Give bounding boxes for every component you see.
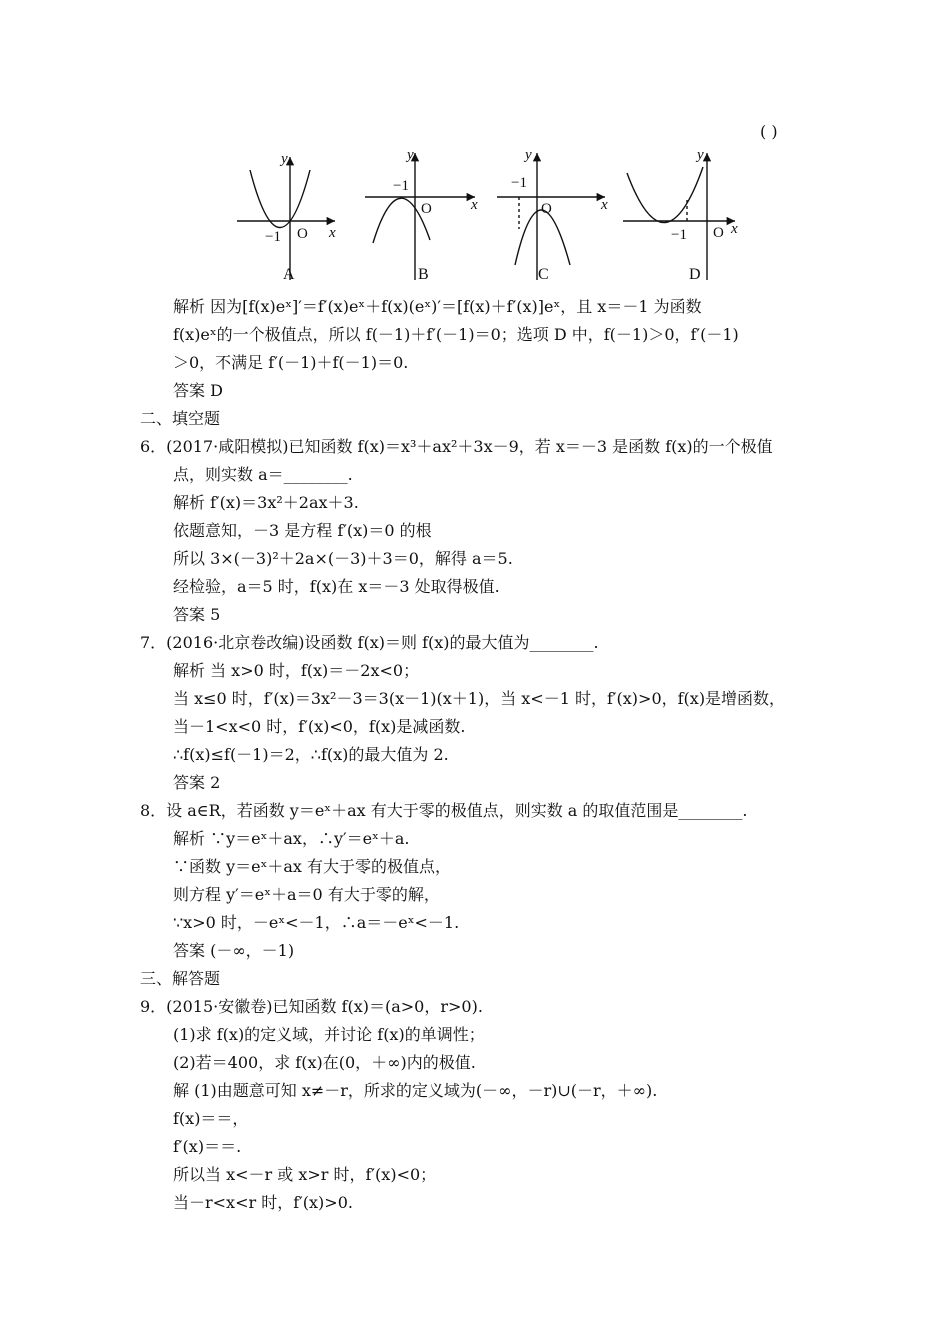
- svg-text:−1: −1: [511, 175, 527, 191]
- svg-text:O: O: [421, 201, 432, 217]
- graph-label-b: B: [418, 266, 429, 283]
- svg-text:x: x: [601, 197, 608, 213]
- text-line: 点，则实数 a＝________.: [173, 465, 353, 484]
- graph-b: [365, 153, 475, 280]
- text-line: f(x)＝＝，: [173, 1109, 249, 1128]
- text-line: 则方程 y′＝eˣ＋a＝0 有大于零的解，: [173, 885, 440, 904]
- svg-text:y: y: [525, 147, 532, 163]
- text-line: ∵函数 y＝eˣ＋ax 有大于零的极值点，: [173, 857, 452, 876]
- text-line: ＞0，不满足 f′(－1)＋f(－1)＝0.: [173, 353, 409, 372]
- svg-text:x: x: [731, 221, 738, 237]
- text-line: 所以当 x<－r 或 x>r 时，f′(x)<0；: [173, 1165, 437, 1184]
- option-graphs: [225, 145, 765, 290]
- answer-bracket: ( ): [760, 122, 778, 141]
- answer-line: 答案 D: [173, 381, 223, 400]
- svg-text:−1: −1: [671, 227, 687, 243]
- text-line: f(x)eˣ的一个极值点，所以 f(－1)＋f′(－1)＝0；选项 D 中，f(－1)＞0，f′(－1): [173, 325, 739, 344]
- section-heading: 三、解答题: [140, 969, 221, 988]
- graph-label-d: D: [689, 266, 701, 283]
- question-7: 7．(2016·北京卷改编)设函数 f(x)＝则 f(x)的最大值为________.: [140, 633, 599, 652]
- graph-label-a: A: [283, 266, 295, 283]
- graph-a: [237, 157, 335, 280]
- text-line: f′(x)＝＝.: [173, 1137, 242, 1156]
- text-line: 所以 3×(－3)²＋2a×(－3)＋3＝0，解得 a＝5.: [173, 549, 513, 568]
- text-line: (1)求 f(x)的定义域，并讨论 f(x)的单调性；: [173, 1025, 485, 1044]
- text-line: 解析 因为[f(x)eˣ]′＝f′(x)eˣ＋f(x)(eˣ)′＝[f(x)＋f′(x)]eˣ，且 x＝－1 为函数: [173, 297, 702, 316]
- question-9: 9．(2015·安徽卷)已知函数 f(x)＝(a>0，r>0).: [140, 997, 483, 1016]
- question-6: 6．(2017·咸阳模拟)已知函数 f(x)＝x³＋ax²＋3x－9，若 x＝－3 是函数 f(x)的一个极值: [140, 437, 773, 456]
- text-line: ∵x>0 时，－eˣ<－1，∴a＝－eˣ<－1.: [173, 913, 460, 932]
- svg-text:y: y: [697, 147, 704, 163]
- text-line: 依题意知，－3 是方程 f′(x)＝0 的根: [173, 521, 432, 540]
- text-line: 解析 当 x>0 时，f(x)＝－2x<0；: [173, 661, 420, 680]
- question-8: 8．设 a∈R，若函数 y＝eˣ＋ax 有大于零的极值点，则实数 a 的取值范围是________.: [140, 801, 748, 820]
- text-line: 解析 ∵y＝eˣ＋ax，∴y′＝eˣ＋a.: [173, 829, 410, 848]
- graph-a-y-label: y: [281, 151, 288, 167]
- svg-text:O: O: [713, 225, 724, 241]
- text-line: 当 x≤0 时，f′(x)＝3x²－3＝3(x－1)(x＋1)，当 x<－1 时，f′(x)>0，f(x)是增函数，: [173, 689, 786, 708]
- graph-a-x-label: x: [329, 225, 336, 241]
- svg-text:y: y: [407, 147, 414, 163]
- text-line: 当－r<x<r 时，f′(x)>0.: [173, 1193, 353, 1212]
- answer-line: 答案 2: [173, 773, 221, 792]
- text-line: 经检验，a＝5 时，f(x)在 x＝－3 处取得极值.: [173, 577, 500, 596]
- svg-text:−1: −1: [393, 178, 409, 194]
- answer-line: 答案 (－∞，－1): [173, 941, 295, 960]
- text-line: 当－1<x<0 时，f′(x)<0，f(x)是减函数.: [173, 717, 466, 736]
- text-line: ∴f(x)≤f(－1)＝2，∴f(x)的最大值为 2.: [173, 745, 449, 764]
- text-line: (2)若＝400，求 f(x)在(0，＋∞)内的极值.: [173, 1053, 476, 1072]
- text-line: 解析 f′(x)＝3x²＋2ax＋3.: [173, 493, 359, 512]
- svg-text:−1: −1: [265, 229, 281, 245]
- svg-text:x: x: [471, 197, 478, 213]
- section-heading: 二、填空题: [140, 409, 221, 428]
- svg-text:O: O: [541, 201, 552, 217]
- svg-text:O: O: [297, 226, 308, 242]
- graph-d: [623, 153, 735, 280]
- graph-label-c: C: [538, 266, 549, 283]
- text-line: 解 (1)由题意可知 x≠－r，所求的定义域为(－∞，－r)∪(－r，＋∞).: [173, 1081, 658, 1100]
- answer-line: 答案 5: [173, 605, 221, 624]
